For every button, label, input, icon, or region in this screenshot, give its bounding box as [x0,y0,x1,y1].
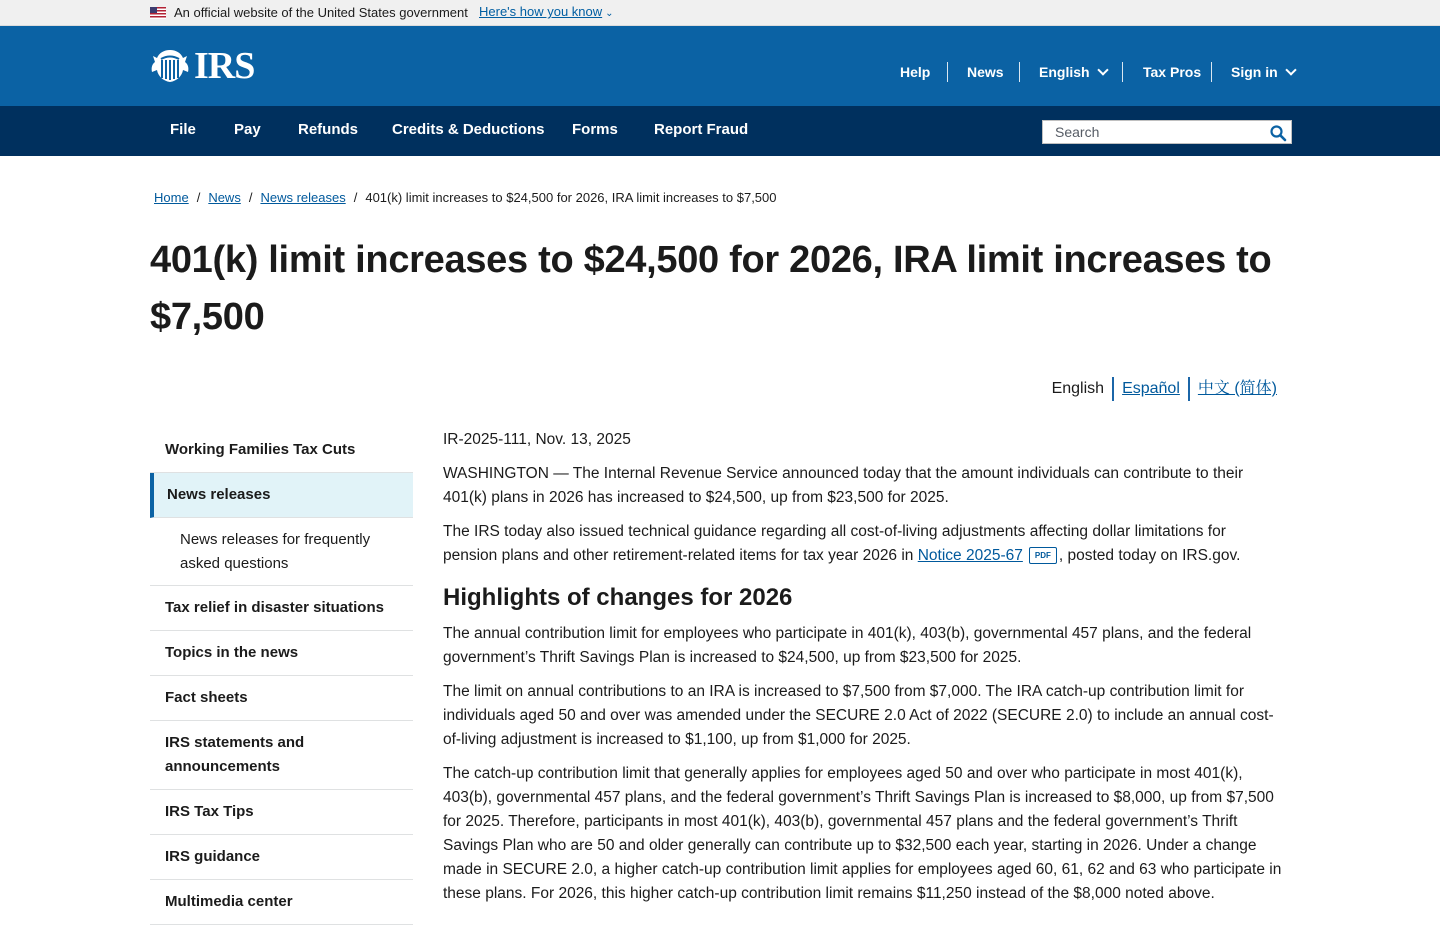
nav-forms[interactable]: Forms [572,121,618,138]
sign-in-label: Sign in [1231,64,1278,80]
notice-text-before: The IRS today also issued technical guidance regarding all cost-of-living adjustments affecting dollar limitations for pension plans and other retirement-related items for tax year 2026 in [443,523,1226,564]
notice-2025-67-link[interactable] [918,547,1059,564]
site-header [0,26,1440,106]
sidebar-item-tax-relief-disaster[interactable]: Tax relief in disaster situations [150,586,413,631]
chevron-down-icon: ⌄ [605,8,614,19]
sidebar-item-multimedia-center[interactable]: Multimedia center [150,880,413,925]
breadcrumb [154,190,777,205]
language-current: English [1051,380,1105,397]
utility-divider [947,62,948,82]
chevron-down-icon [1097,64,1108,75]
logo-text: IRS [194,45,255,87]
article-body [443,428,1283,916]
breadcrumb-separator: / [248,190,253,205]
official-site-text: An official website of the United States government [174,5,468,20]
sidebar-item-irs-tax-tips[interactable]: IRS Tax Tips [150,790,413,835]
utility-divider [1122,62,1123,82]
notice-text-after: , posted today on IRS.gov. [1058,547,1241,564]
nav-report-fraud[interactable]: Report Fraud [654,121,749,138]
breadcrumb-home[interactable]: Home [154,190,189,205]
breadcrumb-separator: / [353,190,358,205]
sidebar-item-irs-statements[interactable]: IRS statements and announcements [150,721,413,790]
nav-file[interactable]: File [170,121,196,138]
language-menu-button[interactable] [1039,60,1107,84]
news-link[interactable]: News [967,64,1004,80]
search-input[interactable] [1043,121,1265,143]
main-nav [0,106,1440,156]
notice-link-label: Notice 2025-67 [917,547,1023,564]
utility-nav [0,60,1440,84]
sidebar-item-topics-in-the-news[interactable]: Topics in the news [150,631,413,676]
language-link-espanol[interactable]: Español [1122,380,1180,397]
tax-pros-link[interactable]: Tax Pros [1143,64,1202,80]
breadcrumb-news-releases[interactable]: News releases [260,190,346,205]
article-paragraph-notice [443,520,1283,568]
sidebar-item-irs-guidance[interactable]: IRS guidance [150,835,413,880]
utility-divider [1019,62,1020,82]
utility-divider [1211,62,1212,82]
section-heading: Highlights of changes for 2026 [443,584,793,611]
search-icon[interactable] [1269,124,1287,142]
breadcrumb-separator: / [196,190,201,205]
sidebar-nav [150,428,413,925]
article-paragraph: The annual contribution limit for employees who participate in 401(k), 403(b), governmental 457 plans, and the federal government’s Thrift Savings Plan is increased to $24,500, up from $23,500 for 2025. [443,625,1252,666]
breadcrumb-current: 401(k) limit increases to $24,500 for 2026, IRA limit increases to $7,500 [365,190,777,205]
article-paragraph: WASHINGTON — The Internal Revenue Service announced today that the amount individuals can contribute to their 401(k) plans in 2026 has increased to $24,500, up from $23,500 for 2025. [443,465,1244,506]
heres-how-you-know-link[interactable] [479,4,614,19]
language-link-chinese-simplified[interactable]: 中文 (简体) [1197,380,1277,397]
search-box [1042,120,1292,144]
article-paragraph: The limit on annual contributions to an IRA is increased to $7,500 from $7,000. The IRA catch-up contribution limit for individuals aged 50 and over was amended under the SECURE 2.0 Act of 2022 (SECURE 2.0) to include an annual cost-of-living adjustment is increased to $1,100, up from $1,000 for 2025. [443,683,1274,748]
sidebar-item-news-releases[interactable]: News releases [150,473,413,518]
help-link[interactable]: Help [900,64,931,80]
sidebar-item-working-families-tax-cuts[interactable]: Working Families Tax Cuts [150,428,413,473]
article-dateline: IR-2025-111, Nov. 13, 2025 [443,431,631,448]
us-flag-icon [150,7,166,19]
language-menu-label: English [1039,64,1090,80]
nav-credits-deductions[interactable]: Credits & Deductions [392,121,545,138]
nav-refunds[interactable]: Refunds [298,121,358,138]
heres-how-you-know-label: Here's how you know [479,4,603,19]
language-switcher [1044,376,1285,402]
breadcrumb-news[interactable]: News [208,190,241,205]
sidebar-item-fact-sheets[interactable]: Fact sheets [150,676,413,721]
page-title: 401(k) limit increases to $24,500 for 2026, IRA limit increases to $7,500 [150,239,1272,338]
article-paragraph: The catch-up contribution limit that generally applies for employees aged 50 and over who participate in most 401(k), 403(b), governmental 457 plans, and the federal government’s Thrift Savings Plan is increased to $8,000, up from $7,500 for 2025. Therefore, participants in most 401(k), 403(b), governmental 457 plans and the federal government’s Thrift Savings Plan who are 50 and older generally can contribute up to $32,500 each year, starting in 2026. Under a change made in SECURE 2.0, a higher catch-up contribution limit applies for employees aged 60, 61, 62 and 63 who participate in these plans. For 2026, this higher catch-up contribution limit remains $11,250 instead of the $8,000 noted above. [443,765,1282,902]
sign-in-menu-button[interactable] [1231,60,1295,84]
pdf-icon: PDF [1029,547,1057,564]
sidebar-item-news-releases-faq[interactable]: News releases for frequently asked questions [150,518,413,586]
nav-pay[interactable]: Pay [234,121,261,138]
chevron-down-icon [1285,64,1296,75]
gov-banner [0,0,1440,26]
